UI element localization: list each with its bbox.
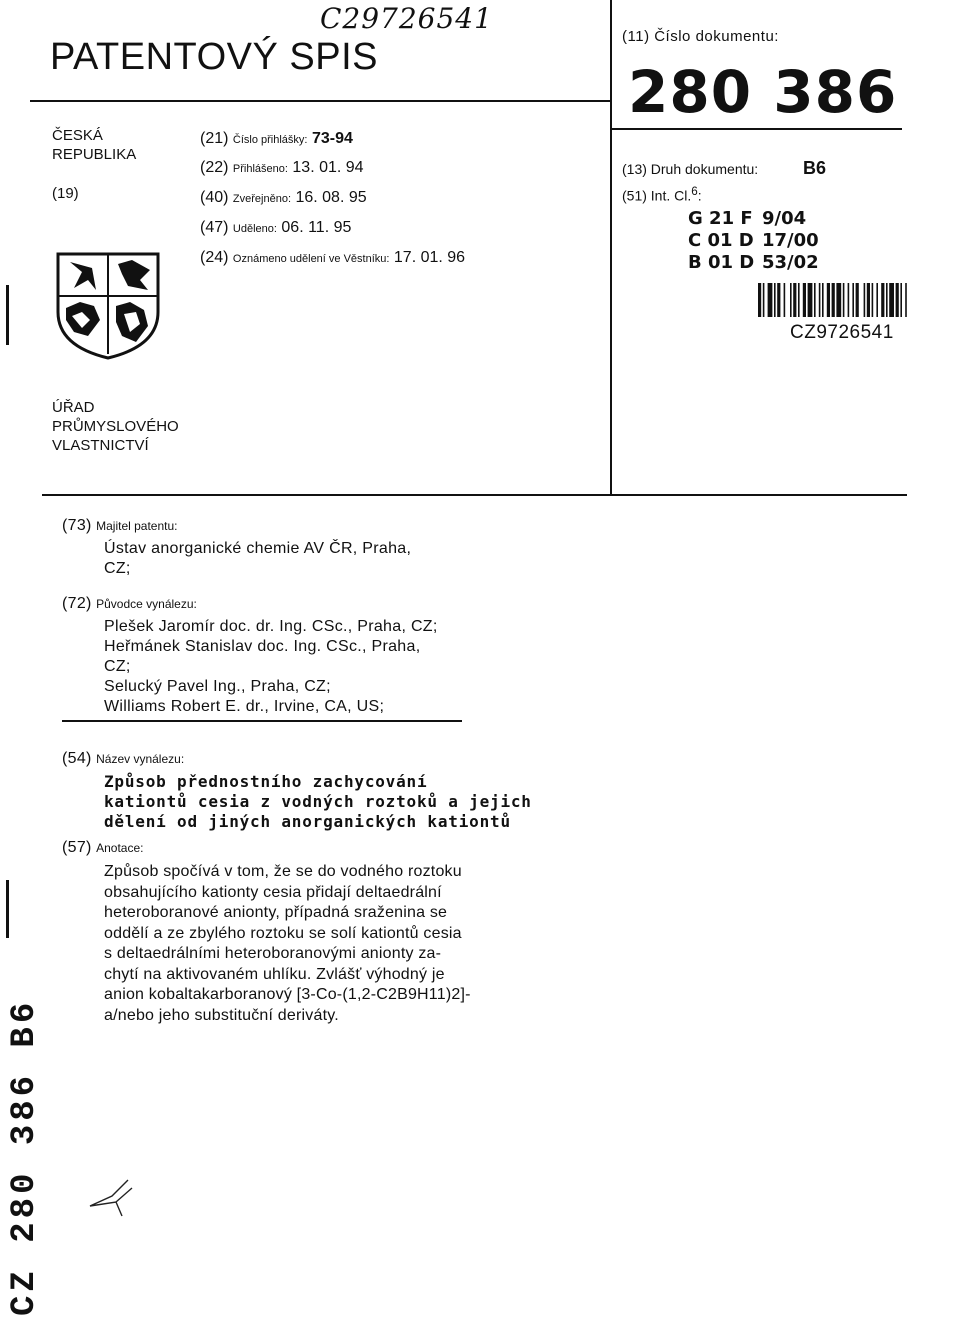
document-kind-label: (13) Druh dokumentu: — [622, 161, 759, 177]
owner-heading — [62, 516, 411, 536]
application-number-label: Číslo přihlášky: — [232, 134, 308, 146]
barcode-bar — [827, 283, 830, 317]
side-document-identifier: CZ 280 386 B6 — [6, 998, 44, 1316]
inventor-line: CZ; — [104, 658, 131, 675]
office-line-2: PRŮMYSLOVÉHO — [52, 418, 179, 435]
barcode-bar — [876, 283, 878, 317]
office-line-1: ÚŘAD — [52, 399, 95, 416]
barcode-bar — [790, 283, 792, 317]
handwritten-squiggle — [82, 1176, 142, 1225]
barcode-bar — [814, 283, 816, 317]
bulletin-date-label: Oznámeno udělení ve Věstníku: — [232, 253, 390, 265]
barcode-bar — [867, 283, 870, 317]
application-number-code: (21) — [200, 130, 229, 147]
barcode-bar — [763, 283, 765, 317]
document-kind-value: B6 — [803, 158, 827, 178]
patent-office-name — [52, 398, 179, 455]
owner-line-1: Ústav anorganické chemie AV ČR, Praha, — [104, 540, 412, 557]
invention-title-code: (54) — [62, 750, 92, 767]
barcode-bar — [774, 283, 776, 317]
document-number: 280 386 — [628, 58, 898, 126]
filing-date-code: (22) — [200, 159, 229, 176]
barcode-bar — [758, 283, 761, 317]
document-title: PATENTOVÝ SPIS — [50, 36, 378, 78]
ipc-class-3: B 01 D — [688, 252, 755, 273]
invention-title-line: Způsob přednostního zachycování — [104, 772, 428, 791]
barcode-bar — [768, 283, 773, 317]
barcode-bar — [886, 283, 888, 317]
invention-title-text — [62, 772, 532, 832]
inventors-heading — [62, 594, 438, 614]
owner-name — [62, 539, 411, 579]
owner-section — [62, 516, 411, 579]
barcode-bar — [864, 283, 866, 317]
int-cl-colon: : — [697, 187, 702, 204]
inventors-section — [62, 594, 438, 717]
owner-code: (73) — [62, 517, 92, 534]
barcode-bar — [803, 283, 806, 317]
ipc-group-3: 53/02 — [762, 252, 819, 273]
filing-date-value: 13. 01. 94 — [292, 159, 364, 176]
annotation-line: obsahujícího kationty cesia přidají deltaedrální — [104, 883, 442, 901]
ipc-group-2: 17/00 — [762, 230, 819, 251]
bulletin-date-row — [200, 249, 465, 267]
ipc-class-2: C 01 D — [688, 230, 754, 251]
barcode-bar — [832, 283, 835, 317]
country-line-1: ČESKÁ — [52, 127, 103, 144]
country-code-label: (19) — [52, 185, 79, 202]
annotation-label: Anotace: — [96, 841, 144, 855]
inventor-line: Heřmánek Stanislav doc. Ing. CSc., Praha, — [104, 638, 421, 655]
barcode-bar — [852, 283, 854, 317]
annotation-section — [62, 838, 471, 1026]
margin-mark-top — [6, 285, 9, 345]
annotation-line: s deltaedrálními heteroboranovými anionty za- — [104, 945, 442, 962]
barcode-bar — [881, 283, 884, 317]
annotation-line: heteroboranové anionty, případná sraženina se — [104, 904, 448, 921]
header-rule — [30, 100, 610, 102]
invention-title-heading — [62, 749, 532, 769]
grant-date-code: (47) — [200, 219, 229, 236]
margin-mark-middle — [6, 880, 9, 938]
owner-label: Majitel patentu: — [96, 519, 178, 533]
coat-of-arms-emblem — [52, 250, 164, 367]
int-cl-edition: 6 — [691, 185, 698, 198]
annotation-line: Způsob spočívá v tom, že se do vodného roztoku — [104, 863, 462, 880]
ipc-class-1: G 21 F — [688, 208, 753, 229]
owner-line-2: CZ; — [104, 560, 131, 577]
int-cl-label-text: (51) Int. Cl. — [622, 187, 692, 204]
barcode-bar — [843, 283, 845, 317]
inventor-line: Plešek Jaromír doc. dr. Ing. CSc., Praha, CZ; — [104, 618, 438, 635]
inventors-list — [62, 617, 438, 717]
barcode-bar — [798, 283, 800, 317]
section-rule-inventors — [62, 720, 462, 722]
barcode-bar — [808, 283, 813, 317]
invention-title-line: dělení od jiných anorganických kationtů — [104, 812, 511, 831]
application-number-value: 73-94 — [311, 130, 353, 147]
grant-date-row — [200, 219, 351, 237]
country-name — [52, 126, 136, 164]
publication-date-value: 16. 08. 95 — [295, 189, 367, 206]
barcode-bar — [905, 283, 907, 317]
barcode-bar — [777, 283, 780, 317]
barcode-bar — [856, 283, 859, 317]
annotation-line: a/nebo jeho substituční deriváty. — [104, 1006, 339, 1024]
bulletin-date-value: 17. 01. 96 — [393, 249, 466, 266]
filing-date-row — [200, 159, 364, 177]
annotation-heading — [62, 838, 471, 858]
invention-title-section — [62, 749, 532, 832]
barcode-bar — [872, 283, 874, 317]
int-cl-label — [622, 185, 702, 204]
barcode-bar — [793, 283, 796, 317]
inventors-code: (72) — [62, 595, 92, 612]
document-number-rule — [612, 128, 902, 130]
barcode-bar — [819, 283, 821, 317]
inventor-line: Williams Robert E. dr., Irvine, CA, US; — [104, 698, 385, 715]
annotation-text — [62, 862, 471, 1026]
barcode-bar — [784, 283, 786, 317]
annotation-code: (57) — [62, 839, 92, 856]
publication-date-row — [200, 189, 367, 207]
application-number-row — [200, 130, 353, 148]
barcode-bar — [889, 283, 894, 317]
section-rule-main — [42, 494, 907, 496]
barcode-bar — [896, 283, 899, 317]
annotation-line: oddělí a ze zbylého roztoku se solí kationtů cesia — [104, 924, 462, 942]
barcode-number: CZ9726541 — [790, 322, 894, 343]
barcode-bar — [900, 283, 902, 317]
document-number-label: (11) Číslo dokumentu: — [622, 28, 779, 45]
annotation-line: chytí na aktivovaném uhlíku. Zvlášť výhodný je — [104, 965, 445, 983]
grant-date-label: Uděleno: — [232, 223, 277, 235]
invention-title-line: kationtů cesia z vodných roztoků a jejich — [104, 792, 532, 811]
filing-date-label: Přihlášeno: — [232, 163, 288, 175]
barcode-bar — [822, 283, 824, 317]
bulletin-date-code: (24) — [200, 249, 229, 266]
barcode-bar — [848, 283, 850, 317]
invention-title-label: Název vynálezu: — [96, 752, 185, 766]
country-line-2: REPUBLIKA — [52, 146, 137, 163]
inventor-line: Selucký Pavel Ing., Praha, CZ; — [104, 678, 331, 695]
office-line-3: VLASTNICTVÍ — [52, 437, 149, 454]
publication-date-label: Zveřejněno: — [232, 193, 291, 205]
publication-date-code: (40) — [200, 189, 229, 206]
annotation-line: anion kobaltakarboranový [3-Co-(1,2-C2B9H11)2]- — [104, 986, 471, 1003]
inventors-label: Původce vynálezu: — [96, 597, 197, 611]
barcode — [758, 283, 958, 322]
handwritten-note: C29726541 — [320, 2, 493, 35]
grant-date-value: 06. 11. 95 — [281, 219, 352, 236]
ipc-group-1: 9/04 — [762, 208, 807, 229]
barcode-bar — [836, 283, 841, 317]
header-vertical-divider — [610, 0, 612, 495]
